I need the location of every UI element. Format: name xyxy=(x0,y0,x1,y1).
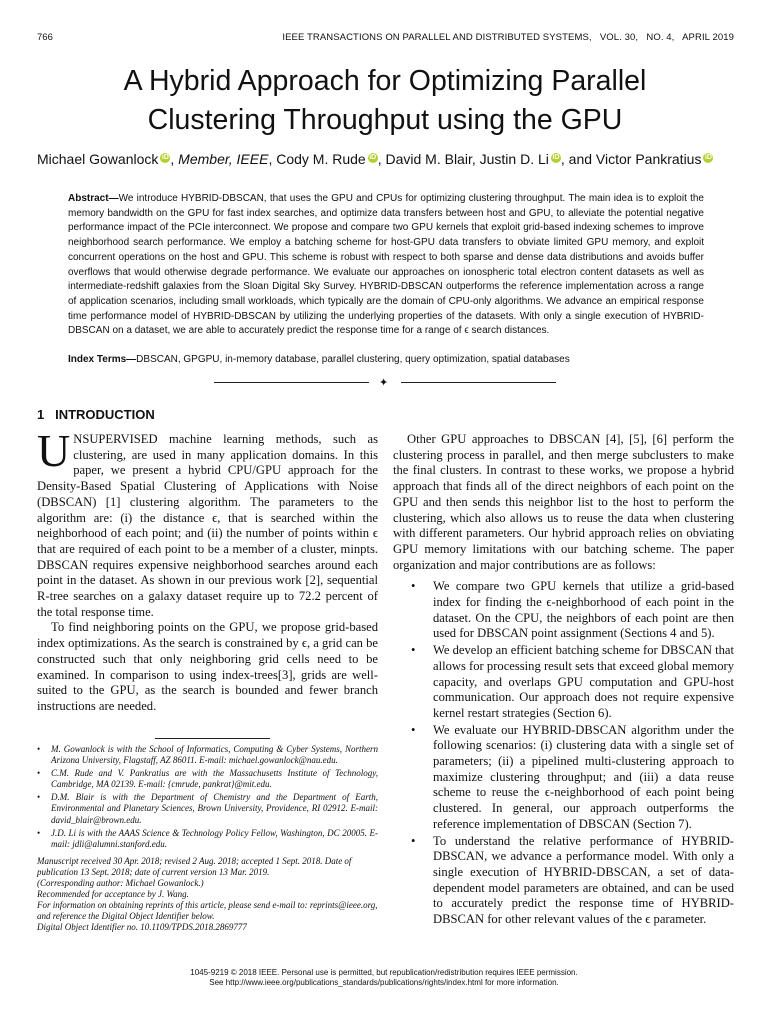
page-number: 766 xyxy=(37,32,53,43)
manuscript-dates: Manuscript received 30 Apr. 2018; revised 2 Aug. 2018; accepted 1 Sept. 2018. Date of publication 13 Sept. 2018; date of current version 13 Mar. 2019. xyxy=(37,855,352,877)
author-gowanlock: Michael Gowanlock xyxy=(37,151,159,167)
author-role: Member, IEEE xyxy=(178,151,269,167)
recommended-by: Recommended for acceptance by J. Wang. xyxy=(37,889,189,900)
abstract: Abstract—We introduce HYBRID-DBSCAN, that uses the GPU and CPUs for optimizing clustering throughput. The main idea is to exploit the memory bandwidth on the GPU for fast index searches, and optimize data transfers between host and GPU, to alleviate the potential negative performance impact of the PCIe interconnect. We propose and compare two GPU kernels that exploit grid-based indexing schemes to improve neighborhood search performance. We employ a batching scheme for host-GPU data transfers to obviate limited GPU memory, and exploit concurrent operations on the host and GPU. This scheme is robust with respect to both sparse and dense data distributions and avoids buffer overflows that would otherwise degrade performance. We evaluate our approaches on ionospheric total electron content datasets as well as intermediate-redshift galaxies from the Sloan Digital Sky Survey. HYBRID-DBSCAN outperforms the reference implementation across a range of application scenarios, including small workloads, which typically are the domain of CPU-only algorithms. We advance an empirical response time performance model of HYBRID-DBSCAN by utilizing the underlying properties of the datasets. With only a single execution of HYBRID-DBSCAN on a dataset, we are able to accurately predict the response time for a range of ϵ search distances. xyxy=(68,193,704,337)
title-line-1: A Hybrid Approach for Optimizing Parallel xyxy=(123,65,647,97)
orcid-icon[interactable]: iD xyxy=(704,154,712,161)
orcid-icon[interactable]: iD xyxy=(369,154,377,161)
contribution-item: • We develop an efficient batching scheme for DBSCAN that allows for processing result sets that exceed global memory capacity, and overlaps GPU computation and GPU-host communication. Our approach does not require expensive kernel restart strategies (Section 6). xyxy=(393,643,734,722)
author-pankratius: and Victor Pankratius xyxy=(568,151,702,167)
diamond-icon: ✦ xyxy=(379,377,389,389)
contribution-item: • We compare two GPU kernels that utilize a grid-based index for finding the ϵ-neighborhood of each point in the dataset. On the CPU, the neighbors of each point are then used for DBSCAN point assignment (Sections 4 and 5). xyxy=(393,579,734,642)
journal-info: IEEE TRANSACTIONS ON PARALLEL AND DISTRIBUTED SYSTEMS, VOL. 30, NO. 4, APRIL 2019 xyxy=(282,32,734,43)
orcid-icon[interactable]: iD xyxy=(552,154,560,161)
copyright-line: 1045-9219 © 2018 IEEE. Personal use is permitted, but republication/redistribution requires IEEE permission. xyxy=(190,968,578,977)
author-list: Michael Gowanlock iD , Member, IEEE, Cody M. Rude iD , David M. Blair, Justin D. Li iD , and Victor Pankratius iD xyxy=(37,151,712,167)
orcid-icon[interactable]: iD xyxy=(161,154,169,161)
footnote-item: • M. Gowanlock is with the School of Informatics, Computing & Cyber Systems, Northern Arizona University, Flagstaff, AZ 86011. E-mail: michael.gowanlock@nau.edu. xyxy=(37,744,378,766)
right-paragraph-1: Other GPU approaches to DBSCAN [4], [5], [6] perform the clustering process in parallel, and then merge subclusters to make the final clusters. In contrast to these works, we propose a hybrid approach that finds all of the direct neighbors of each point on the GPU and then sends this neighbor list to the host to perform the clustering, which also allows us to reuse the data when clustering with different parameters. Our hybrid approach relies on obviating GPU memory limitations with our batching scheme. The paper organization and major contributions are as follows: xyxy=(393,432,734,572)
index-terms-text: DBSCAN, GPGPU, in-memory database, parallel clustering, query optimization, spatial databases xyxy=(136,354,570,365)
footnotes xyxy=(37,744,378,934)
author-blair-li: David M. Blair, Justin D. Li xyxy=(385,151,549,167)
index-terms-label: Index Terms xyxy=(68,354,127,365)
contribution-item: • We evaluate our HYBRID-DBSCAN algorithm under the following scenarios: (i) clustering data with a single set of parameters; (ii) a pipelined multi-clustering approach to maximize clustering throughput; and (iii) a data reuse scheme to reuse the ϵ-neighborhood of each point being clustered. In general, our approach outperforms the reference implementation of DBSCAN (Section 7). xyxy=(393,723,734,833)
drop-cap: U xyxy=(37,425,71,476)
manuscript-info xyxy=(37,856,378,934)
running-header xyxy=(37,32,734,46)
footnote-rule xyxy=(155,738,270,739)
rights-link: See http://www.ieee.org/publications_standards/publications/rights/index.html for more information. xyxy=(209,977,559,987)
section-number: 1 xyxy=(37,407,45,422)
doi: Digital Object Identifier no. 10.1109/TPDS.2018.2869777 xyxy=(37,922,247,933)
copyright-footer xyxy=(0,968,768,987)
abstract-text: We introduce HYBRID-DBSCAN, that uses the GPU and CPUs for optimizing clustering throughput. The main idea is to exploit the memory bandwidth on the GPU for fast index searches, and optimize data transfers between host and GPU, to alleviate the potential negative performance impact of the PCIe interconnect. We propose and compare two GPU kernels that exploit grid-based indexing schemes to improve neighborhood search performance. We employ a batching scheme for host-GPU data transfers to obviate limited GPU memory, and exploit concurrent operations on the host and GPU. This scheme is robust with respect to both sparse and dense data distributions and avoids buffer overflows that would otherwise degrade performance. We evaluate our approaches on ionospheric total electron content datasets as well as intermediate-redshift galaxies from the Sloan Digital Sky Survey. HYBRID-DBSCAN outperforms the reference implementation across a range of application scenarios, including small workloads, which typically are the domain of CPU-only algorithms. We advance an empirical response time performance model of HYBRID-DBSCAN by utilizing the underlying properties of the datasets. With only a single execution of HYBRID-DBSCAN on a dataset, we are able to accurately predict the response time for a range of ϵ search distances. xyxy=(68,193,704,337)
intro-paragraph-2: To find neighboring points on the GPU, we propose grid-based index optimizations. As the search is constrained by ϵ, a grid can be constructed such that only neighboring grid cells need to be examined. In comparison to using index-trees[3], grids are well-suited to the GPU, as the search is bounded and fewer branch instructions are needed. xyxy=(37,620,378,713)
footnote-item: • C.M. Rude and V. Pankratius are with the Massachusetts Institute of Technology, Cambridge, MA 02139. E-mail: {cmrude, pankrat}@mit.edu. xyxy=(37,768,378,790)
intro-paragraph-1-text: NSUPERVISED machine learning methods, such as clustering, are used in many application domains. In this paper, we present a hybrid CPU/GPU approach for the Density-Based Spatial Clustering of Applications with Noise (DBSCAN) [1] clustering algorithm. The parameters to the algorithm are: (i) the distance ϵ, that is searched within the neighborhood of each point; and (ii) the number of points within ϵ that are required of each point to be a member of a cluster, minpts. DBSCAN requires expensive neighborhood searches around each point in the dataset. As shown in our previous work [2], sequential R-tree searches on a galaxy dataset require up to 72.2 percent of the total response time. xyxy=(37,432,378,619)
title-line-2: Clustering Throughput using the GPU xyxy=(147,104,623,136)
contribution-list xyxy=(393,579,734,927)
footnote-item: • D.M. Blair is with the Department of Chemistry and the Department of Earth, Environmental and Planetary Sciences, Brown University, Providence, RI 02912. E-mail: david_blair@brown.edu. xyxy=(37,792,378,825)
reprints-info: For information on obtaining reprints of this article, please send e-mail to: reprints@ieee.org, and reference the Digital Object Identifier below. xyxy=(37,900,378,922)
abstract-label: Abstract xyxy=(68,193,109,204)
footnote-item: • J.D. Li is with the AAAS Science & Technology Policy Fellow, Washington, DC 20005. E-mail: jdli@alumni.stanford.edu. xyxy=(37,828,378,850)
right-column xyxy=(393,432,734,929)
paper-title xyxy=(40,62,730,140)
section-divider xyxy=(214,377,556,389)
corresponding-author: (Corresponding author: Michael Gowanlock.) xyxy=(37,878,204,889)
section-title: INTRODUCTION xyxy=(55,407,155,422)
index-terms: Index Terms—DBSCAN, GPGPU, in-memory database, parallel clustering, query optimization, spatial databases xyxy=(68,354,570,365)
intro-paragraph-1 xyxy=(37,425,378,620)
contribution-item: • To understand the relative performance of HYBRID-DBSCAN, we advance a performance model. With only a single execution of HYBRID-DBSCAN, a set of data-dependent model parameters are obtained, and can be used to accurately predict the response time of HYBRID-DBSCAN for other relevant values of the ϵ parameter. xyxy=(393,834,734,928)
left-column xyxy=(37,425,378,715)
section-heading xyxy=(37,407,155,422)
author-rude: Cody M. Rude xyxy=(276,151,366,167)
